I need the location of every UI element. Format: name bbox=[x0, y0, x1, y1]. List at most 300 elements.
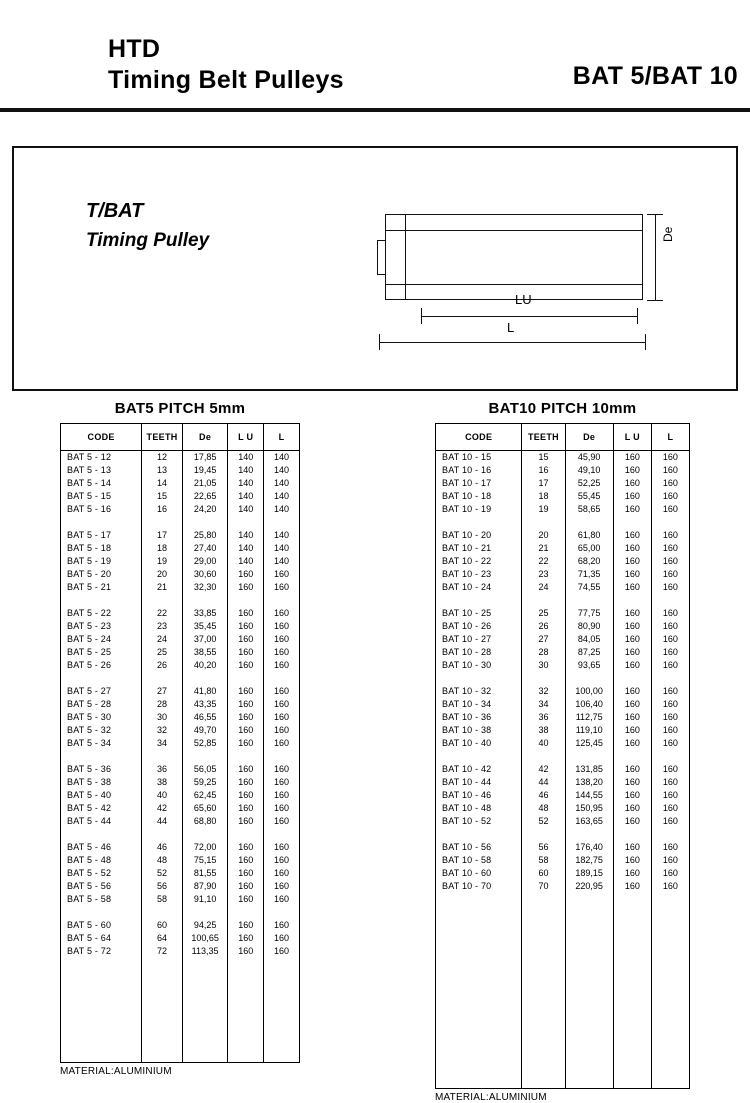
cell-de: 49,70 bbox=[182, 724, 227, 737]
table-blank-row bbox=[436, 984, 690, 997]
cell-teeth: 48 bbox=[142, 854, 183, 867]
cell-teeth: 28 bbox=[522, 646, 565, 659]
table-row bbox=[61, 568, 300, 581]
cell-code: BAT 10 - 52 bbox=[436, 815, 522, 828]
page-title-line2: Timing Belt Pulleys bbox=[108, 66, 344, 94]
spacer-cell bbox=[565, 516, 613, 529]
cell-code: BAT 10 - 26 bbox=[436, 620, 522, 633]
cell-teeth: 20 bbox=[522, 529, 565, 542]
table-row bbox=[61, 451, 300, 465]
blank-cell bbox=[61, 997, 142, 1010]
cell-code: BAT 5 - 38 bbox=[61, 776, 142, 789]
cell-lu: 160 bbox=[228, 854, 264, 867]
table-row bbox=[61, 529, 300, 542]
table-group-spacer bbox=[436, 594, 690, 607]
diagram-label bbox=[86, 196, 209, 256]
blank-cell bbox=[436, 997, 522, 1010]
blank-cell bbox=[613, 919, 651, 932]
cell-l: 160 bbox=[264, 945, 300, 958]
cell-code: BAT 10 - 22 bbox=[436, 555, 522, 568]
blank-cell bbox=[651, 945, 689, 958]
table-blank-row bbox=[436, 1023, 690, 1036]
table-row bbox=[61, 789, 300, 802]
spacer-cell bbox=[228, 906, 264, 919]
spacer-cell bbox=[436, 750, 522, 763]
cell-teeth: 70 bbox=[522, 880, 565, 893]
blank-cell bbox=[142, 971, 183, 984]
table-row bbox=[436, 490, 690, 503]
blank-cell bbox=[651, 906, 689, 919]
cell-code: BAT 10 - 15 bbox=[436, 451, 522, 465]
blank-cell bbox=[565, 984, 613, 997]
blank-cell bbox=[651, 984, 689, 997]
cell-teeth: 60 bbox=[142, 919, 183, 932]
blank-cell bbox=[613, 958, 651, 971]
blank-cell bbox=[228, 1010, 264, 1023]
cell-lu: 160 bbox=[613, 555, 651, 568]
cell-l: 160 bbox=[651, 568, 689, 581]
table-row bbox=[436, 737, 690, 750]
table-row bbox=[436, 620, 690, 633]
table-blank-row bbox=[436, 1062, 690, 1075]
col-header-lu: L U bbox=[228, 424, 264, 451]
blank-cell bbox=[228, 997, 264, 1010]
spacer-cell bbox=[61, 672, 142, 685]
blank-cell bbox=[565, 1075, 613, 1089]
cell-de: 68,20 bbox=[565, 555, 613, 568]
table-row bbox=[436, 451, 690, 465]
cell-lu: 160 bbox=[613, 802, 651, 815]
table-row bbox=[436, 789, 690, 802]
page-header bbox=[0, 34, 750, 110]
cell-l: 160 bbox=[651, 763, 689, 776]
cell-lu: 160 bbox=[228, 932, 264, 945]
blank-cell bbox=[651, 919, 689, 932]
cell-de: 106,40 bbox=[565, 698, 613, 711]
blank-cell bbox=[228, 1023, 264, 1036]
cell-lu: 160 bbox=[613, 620, 651, 633]
table-row bbox=[436, 763, 690, 776]
spacer-cell bbox=[61, 906, 142, 919]
table-header-row bbox=[436, 424, 690, 451]
cell-l: 160 bbox=[264, 880, 300, 893]
cell-l: 160 bbox=[264, 919, 300, 932]
cell-teeth: 23 bbox=[522, 568, 565, 581]
blank-cell bbox=[436, 906, 522, 919]
table-row bbox=[436, 867, 690, 880]
spacer-cell bbox=[61, 828, 142, 841]
cell-code: BAT 10 - 58 bbox=[436, 854, 522, 867]
blank-cell bbox=[522, 893, 565, 906]
col-header-code: CODE bbox=[61, 424, 142, 451]
col-header-code: CODE bbox=[436, 424, 522, 451]
cell-l: 160 bbox=[651, 581, 689, 594]
page-title bbox=[108, 34, 344, 96]
table-row bbox=[436, 802, 690, 815]
cell-lu: 160 bbox=[228, 776, 264, 789]
cell-code: BAT 5 - 17 bbox=[61, 529, 142, 542]
cell-code: BAT 5 - 18 bbox=[61, 542, 142, 555]
blank-cell bbox=[565, 1010, 613, 1023]
cell-l: 160 bbox=[264, 659, 300, 672]
cell-code: BAT 10 - 21 bbox=[436, 542, 522, 555]
cell-de: 75,15 bbox=[182, 854, 227, 867]
header-divider bbox=[0, 108, 750, 112]
de-dimension-label: De bbox=[661, 226, 675, 242]
col-header-lu: L U bbox=[613, 424, 651, 451]
cell-l: 160 bbox=[264, 763, 300, 776]
spacer-cell bbox=[182, 828, 227, 841]
spacer-cell bbox=[182, 906, 227, 919]
table-row bbox=[436, 503, 690, 516]
cell-l: 160 bbox=[651, 464, 689, 477]
cell-l: 160 bbox=[264, 737, 300, 750]
spacer-cell bbox=[264, 516, 300, 529]
cell-l: 160 bbox=[264, 581, 300, 594]
cell-l: 160 bbox=[651, 867, 689, 880]
col-header-de: De bbox=[565, 424, 613, 451]
cell-teeth: 24 bbox=[522, 581, 565, 594]
cell-lu: 140 bbox=[228, 542, 264, 555]
table-header-row bbox=[61, 424, 300, 451]
cell-l: 160 bbox=[651, 685, 689, 698]
cell-code: BAT 5 - 64 bbox=[61, 932, 142, 945]
cell-teeth: 44 bbox=[522, 776, 565, 789]
table-row bbox=[61, 646, 300, 659]
cell-de: 71,35 bbox=[565, 568, 613, 581]
bat10-spec-table bbox=[435, 423, 690, 1089]
cell-teeth: 26 bbox=[142, 659, 183, 672]
cell-teeth: 24 bbox=[142, 633, 183, 646]
de-tick-top bbox=[647, 214, 663, 215]
bat5-table-body bbox=[61, 451, 300, 1063]
cell-code: BAT 10 - 70 bbox=[436, 880, 522, 893]
table-row bbox=[61, 854, 300, 867]
cell-teeth: 58 bbox=[142, 893, 183, 906]
cell-teeth: 27 bbox=[522, 633, 565, 646]
table-row bbox=[61, 763, 300, 776]
blank-cell bbox=[651, 971, 689, 984]
cell-l: 160 bbox=[651, 542, 689, 555]
table-row bbox=[61, 919, 300, 932]
cell-lu: 160 bbox=[613, 698, 651, 711]
blank-cell bbox=[182, 1023, 227, 1036]
cell-de: 52,25 bbox=[565, 477, 613, 490]
cell-lu: 160 bbox=[613, 607, 651, 620]
cell-de: 74,55 bbox=[565, 581, 613, 594]
table-row bbox=[61, 555, 300, 568]
spacer-cell bbox=[522, 594, 565, 607]
blank-cell bbox=[142, 1010, 183, 1023]
cell-de: 144,55 bbox=[565, 789, 613, 802]
spacer-cell bbox=[264, 750, 300, 763]
cell-de: 93,65 bbox=[565, 659, 613, 672]
diagram-label-line1: T/BAT bbox=[86, 200, 144, 222]
blank-cell bbox=[436, 1062, 522, 1075]
cell-de: 52,85 bbox=[182, 737, 227, 750]
pulley-tip-cap bbox=[377, 240, 378, 274]
spacer-cell bbox=[142, 750, 183, 763]
blank-cell bbox=[264, 971, 300, 984]
blank-cell bbox=[565, 1049, 613, 1062]
cell-l: 160 bbox=[264, 893, 300, 906]
blank-cell bbox=[264, 984, 300, 997]
cell-lu: 160 bbox=[613, 477, 651, 490]
lu-tick-right bbox=[637, 308, 638, 324]
spacer-cell bbox=[182, 672, 227, 685]
spacer-cell bbox=[565, 750, 613, 763]
cell-lu: 160 bbox=[613, 763, 651, 776]
cell-l: 160 bbox=[264, 724, 300, 737]
cell-lu: 160 bbox=[613, 503, 651, 516]
cell-l: 160 bbox=[651, 802, 689, 815]
cell-l: 160 bbox=[264, 698, 300, 711]
cell-lu: 160 bbox=[613, 646, 651, 659]
table-row bbox=[436, 776, 690, 789]
lu-dimension-label: LU bbox=[515, 292, 532, 307]
blank-cell bbox=[264, 1049, 300, 1063]
blank-cell bbox=[565, 919, 613, 932]
cell-teeth: 40 bbox=[522, 737, 565, 750]
cell-lu: 160 bbox=[613, 815, 651, 828]
cell-de: 24,20 bbox=[182, 503, 227, 516]
cell-de: 58,65 bbox=[565, 503, 613, 516]
cell-lu: 160 bbox=[228, 763, 264, 776]
blank-cell bbox=[264, 997, 300, 1010]
table-row bbox=[61, 698, 300, 711]
table-row bbox=[61, 542, 300, 555]
table-row bbox=[436, 646, 690, 659]
table-row bbox=[436, 815, 690, 828]
spacer-cell bbox=[522, 516, 565, 529]
table-row bbox=[436, 711, 690, 724]
cell-code: BAT 5 - 22 bbox=[61, 607, 142, 620]
blank-cell bbox=[613, 1075, 651, 1089]
table-blank-row bbox=[436, 1049, 690, 1062]
table-row bbox=[61, 490, 300, 503]
cell-l: 160 bbox=[264, 776, 300, 789]
cell-code: BAT 10 - 36 bbox=[436, 711, 522, 724]
cell-teeth: 21 bbox=[522, 542, 565, 555]
cell-teeth: 56 bbox=[522, 841, 565, 854]
table-blank-row bbox=[436, 1075, 690, 1089]
cell-de: 72,00 bbox=[182, 841, 227, 854]
blank-cell bbox=[182, 1010, 227, 1023]
page-title-series: BAT 5/BAT 10 bbox=[572, 62, 738, 90]
table-row bbox=[436, 477, 690, 490]
cell-teeth: 36 bbox=[522, 711, 565, 724]
cell-de: 29,00 bbox=[182, 555, 227, 568]
blank-cell bbox=[228, 1049, 264, 1063]
cell-lu: 160 bbox=[613, 581, 651, 594]
cell-code: BAT 5 - 56 bbox=[61, 880, 142, 893]
cell-de: 61,80 bbox=[565, 529, 613, 542]
spacer-cell bbox=[61, 516, 142, 529]
cell-l: 160 bbox=[651, 659, 689, 672]
table-blank-row bbox=[61, 971, 300, 984]
cell-teeth: 16 bbox=[142, 503, 183, 516]
table-row bbox=[61, 867, 300, 880]
bat5-material-note: MATERIAL:ALUMINIUM bbox=[60, 1066, 172, 1077]
cell-de: 49,10 bbox=[565, 464, 613, 477]
spacer-cell bbox=[436, 594, 522, 607]
cell-code: BAT 5 - 52 bbox=[61, 867, 142, 880]
cell-teeth: 13 bbox=[142, 464, 183, 477]
cell-lu: 160 bbox=[613, 880, 651, 893]
cell-teeth: 23 bbox=[142, 620, 183, 633]
cell-l: 160 bbox=[264, 802, 300, 815]
spacer-cell bbox=[228, 516, 264, 529]
cell-lu: 160 bbox=[613, 659, 651, 672]
table-row bbox=[61, 464, 300, 477]
table-row bbox=[436, 659, 690, 672]
cell-l: 160 bbox=[651, 529, 689, 542]
blank-cell bbox=[651, 958, 689, 971]
de-dimension-line bbox=[655, 214, 656, 300]
cell-teeth: 19 bbox=[142, 555, 183, 568]
blank-cell bbox=[565, 906, 613, 919]
cell-code: BAT 5 - 60 bbox=[61, 919, 142, 932]
cell-teeth: 15 bbox=[522, 451, 565, 465]
cell-l: 160 bbox=[651, 503, 689, 516]
pulley-tip-top bbox=[377, 240, 385, 241]
cell-code: BAT 5 - 46 bbox=[61, 841, 142, 854]
cell-teeth: 22 bbox=[522, 555, 565, 568]
cell-de: 46,55 bbox=[182, 711, 227, 724]
cell-teeth: 36 bbox=[142, 763, 183, 776]
cell-lu: 160 bbox=[613, 685, 651, 698]
cell-code: BAT 5 - 30 bbox=[61, 711, 142, 724]
cell-l: 160 bbox=[651, 633, 689, 646]
blank-cell bbox=[613, 893, 651, 906]
cell-l: 160 bbox=[264, 932, 300, 945]
cell-lu: 160 bbox=[613, 737, 651, 750]
table-group-spacer bbox=[61, 750, 300, 763]
blank-cell bbox=[651, 1049, 689, 1062]
cell-de: 138,20 bbox=[565, 776, 613, 789]
table-row bbox=[436, 555, 690, 568]
table-group-spacer bbox=[61, 828, 300, 841]
cell-teeth: 34 bbox=[142, 737, 183, 750]
cell-code: BAT 10 - 56 bbox=[436, 841, 522, 854]
cell-de: 68,80 bbox=[182, 815, 227, 828]
cell-code: BAT 10 - 24 bbox=[436, 581, 522, 594]
table-blank-row bbox=[436, 971, 690, 984]
cell-teeth: 12 bbox=[142, 451, 183, 465]
spacer-cell bbox=[228, 594, 264, 607]
cell-lu: 160 bbox=[228, 815, 264, 828]
lu-tick-left bbox=[421, 308, 422, 324]
blank-cell bbox=[61, 1049, 142, 1063]
spacer-cell bbox=[264, 594, 300, 607]
cell-lu: 160 bbox=[228, 802, 264, 815]
table-blank-row bbox=[436, 906, 690, 919]
cell-teeth: 46 bbox=[142, 841, 183, 854]
cell-code: BAT 10 - 44 bbox=[436, 776, 522, 789]
spacer-cell bbox=[565, 594, 613, 607]
blank-cell bbox=[436, 1023, 522, 1036]
blank-cell bbox=[613, 1036, 651, 1049]
spacer-cell bbox=[142, 594, 183, 607]
blank-cell bbox=[142, 1023, 183, 1036]
cell-de: 189,15 bbox=[565, 867, 613, 880]
blank-cell bbox=[613, 945, 651, 958]
cell-lu: 160 bbox=[613, 542, 651, 555]
blank-cell bbox=[228, 984, 264, 997]
l-tick-left bbox=[379, 334, 380, 350]
cell-code: BAT 5 - 16 bbox=[61, 503, 142, 516]
blank-cell bbox=[61, 971, 142, 984]
cell-code: BAT 5 - 34 bbox=[61, 737, 142, 750]
cell-l: 160 bbox=[651, 815, 689, 828]
cell-l: 160 bbox=[651, 646, 689, 659]
blank-cell bbox=[613, 1023, 651, 1036]
blank-cell bbox=[436, 945, 522, 958]
table-row bbox=[61, 841, 300, 854]
cell-lu: 160 bbox=[228, 945, 264, 958]
cell-code: BAT 5 - 32 bbox=[61, 724, 142, 737]
blank-cell bbox=[565, 932, 613, 945]
cell-l: 160 bbox=[651, 698, 689, 711]
table-row bbox=[61, 932, 300, 945]
cell-de: 91,10 bbox=[182, 893, 227, 906]
blank-cell bbox=[436, 919, 522, 932]
cell-de: 19,45 bbox=[182, 464, 227, 477]
cell-de: 37,00 bbox=[182, 633, 227, 646]
table-row bbox=[61, 685, 300, 698]
cell-teeth: 14 bbox=[142, 477, 183, 490]
cell-de: 45,90 bbox=[565, 451, 613, 465]
blank-cell bbox=[436, 1010, 522, 1023]
cell-lu: 160 bbox=[613, 841, 651, 854]
l-dimension-line bbox=[379, 342, 645, 343]
blank-cell bbox=[522, 932, 565, 945]
cell-lu: 160 bbox=[228, 685, 264, 698]
cell-teeth: 46 bbox=[522, 789, 565, 802]
table-blank-row bbox=[436, 932, 690, 945]
blank-cell bbox=[522, 958, 565, 971]
cell-code: BAT 5 - 26 bbox=[61, 659, 142, 672]
cell-code: BAT 5 - 40 bbox=[61, 789, 142, 802]
spacer-cell bbox=[142, 672, 183, 685]
cell-l: 140 bbox=[264, 464, 300, 477]
table-row bbox=[61, 802, 300, 815]
cell-code: BAT 10 - 19 bbox=[436, 503, 522, 516]
table-blank-row bbox=[436, 919, 690, 932]
cell-code: BAT 10 - 38 bbox=[436, 724, 522, 737]
cell-l: 160 bbox=[264, 815, 300, 828]
cell-de: 80,90 bbox=[565, 620, 613, 633]
cell-code: BAT 10 - 25 bbox=[436, 607, 522, 620]
cell-teeth: 34 bbox=[522, 698, 565, 711]
bat10-table-block bbox=[435, 400, 690, 1103]
cell-de: 81,55 bbox=[182, 867, 227, 880]
spacer-cell bbox=[182, 594, 227, 607]
bat5-table-caption: BAT5 PITCH 5mm bbox=[114, 400, 246, 417]
spacer-cell bbox=[182, 516, 227, 529]
table-row bbox=[61, 724, 300, 737]
table-row bbox=[61, 776, 300, 789]
cell-l: 160 bbox=[651, 490, 689, 503]
cell-teeth: 44 bbox=[142, 815, 183, 828]
blank-cell bbox=[522, 1010, 565, 1023]
cell-de: 150,95 bbox=[565, 802, 613, 815]
cell-code: BAT 10 - 42 bbox=[436, 763, 522, 776]
blank-cell bbox=[61, 1010, 142, 1023]
cell-code: BAT 5 - 24 bbox=[61, 633, 142, 646]
cell-code: BAT 5 - 12 bbox=[61, 451, 142, 465]
cell-teeth: 60 bbox=[522, 867, 565, 880]
